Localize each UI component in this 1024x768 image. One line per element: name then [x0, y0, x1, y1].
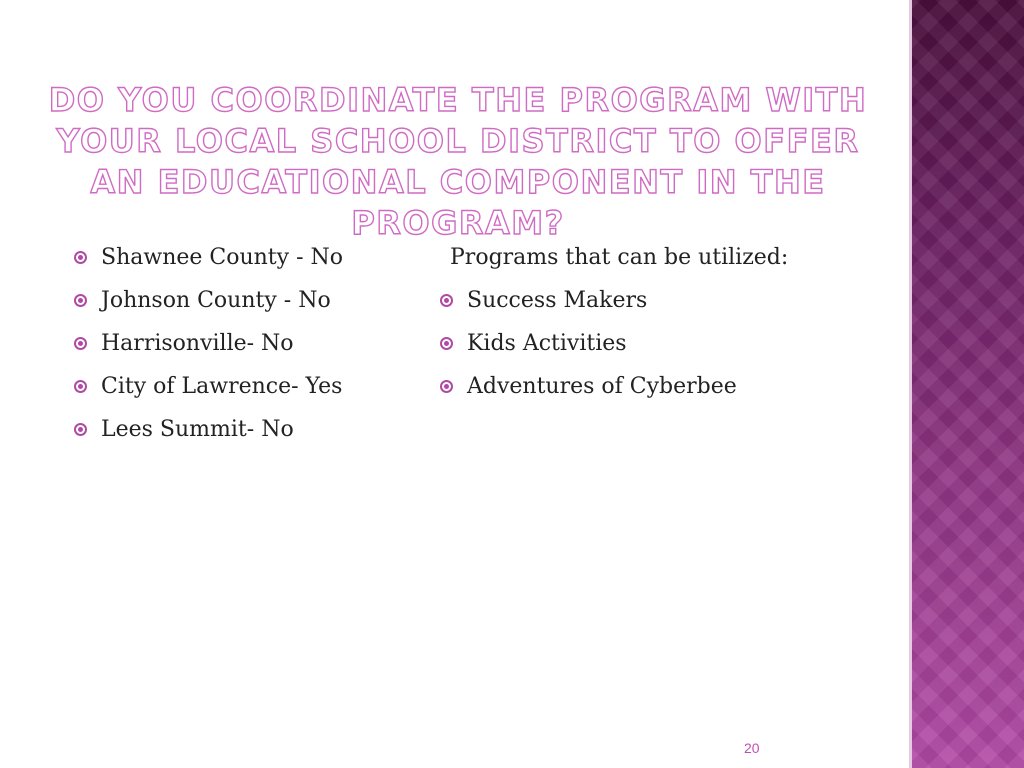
decorative-side-panel: [912, 0, 1024, 768]
programs-heading: Programs that can be utilized:: [450, 245, 789, 270]
list-item-label: Shawnee County - No: [101, 245, 343, 270]
list-item: [438, 365, 858, 408]
circle-bullet-icon: [74, 294, 87, 307]
list-item: [72, 236, 412, 279]
list-item-label: Lees Summit- No: [101, 417, 294, 442]
list-item-label: Success Makers: [467, 288, 648, 313]
circle-bullet-icon: [440, 294, 453, 307]
list-item: [72, 279, 412, 322]
programs-list: [438, 279, 858, 408]
right-bullet-column: [438, 236, 858, 408]
list-item: [72, 408, 412, 451]
list-item: [72, 322, 412, 365]
left-bullet-column: [72, 236, 412, 451]
slide-title: DO YOU COORDINATE THE PROGRAM WITH YOUR LOCAL SCHOOL DISTRICT TO OFFER AN EDUCATIONAL COMPONENT IN THE PROGRAM?: [48, 81, 868, 242]
circle-bullet-icon: [74, 380, 87, 393]
circle-bullet-icon: [440, 380, 453, 393]
school-district-list: [72, 236, 412, 451]
list-item-label: Harrisonville- No: [101, 331, 294, 356]
circle-bullet-icon: [440, 337, 453, 350]
page-number: 20: [744, 740, 760, 756]
list-item-label: City of Lawrence- Yes: [101, 374, 343, 399]
list-item: [438, 279, 858, 322]
circle-bullet-icon: [74, 423, 87, 436]
list-item-label: Kids Activities: [467, 331, 627, 356]
list-item-label: Adventures of Cyberbee: [467, 374, 737, 399]
list-item: [72, 365, 412, 408]
circle-bullet-icon: [74, 251, 87, 264]
list-item-label: Johnson County - No: [101, 288, 331, 313]
list-item: [438, 322, 858, 365]
circle-bullet-icon: [74, 337, 87, 350]
